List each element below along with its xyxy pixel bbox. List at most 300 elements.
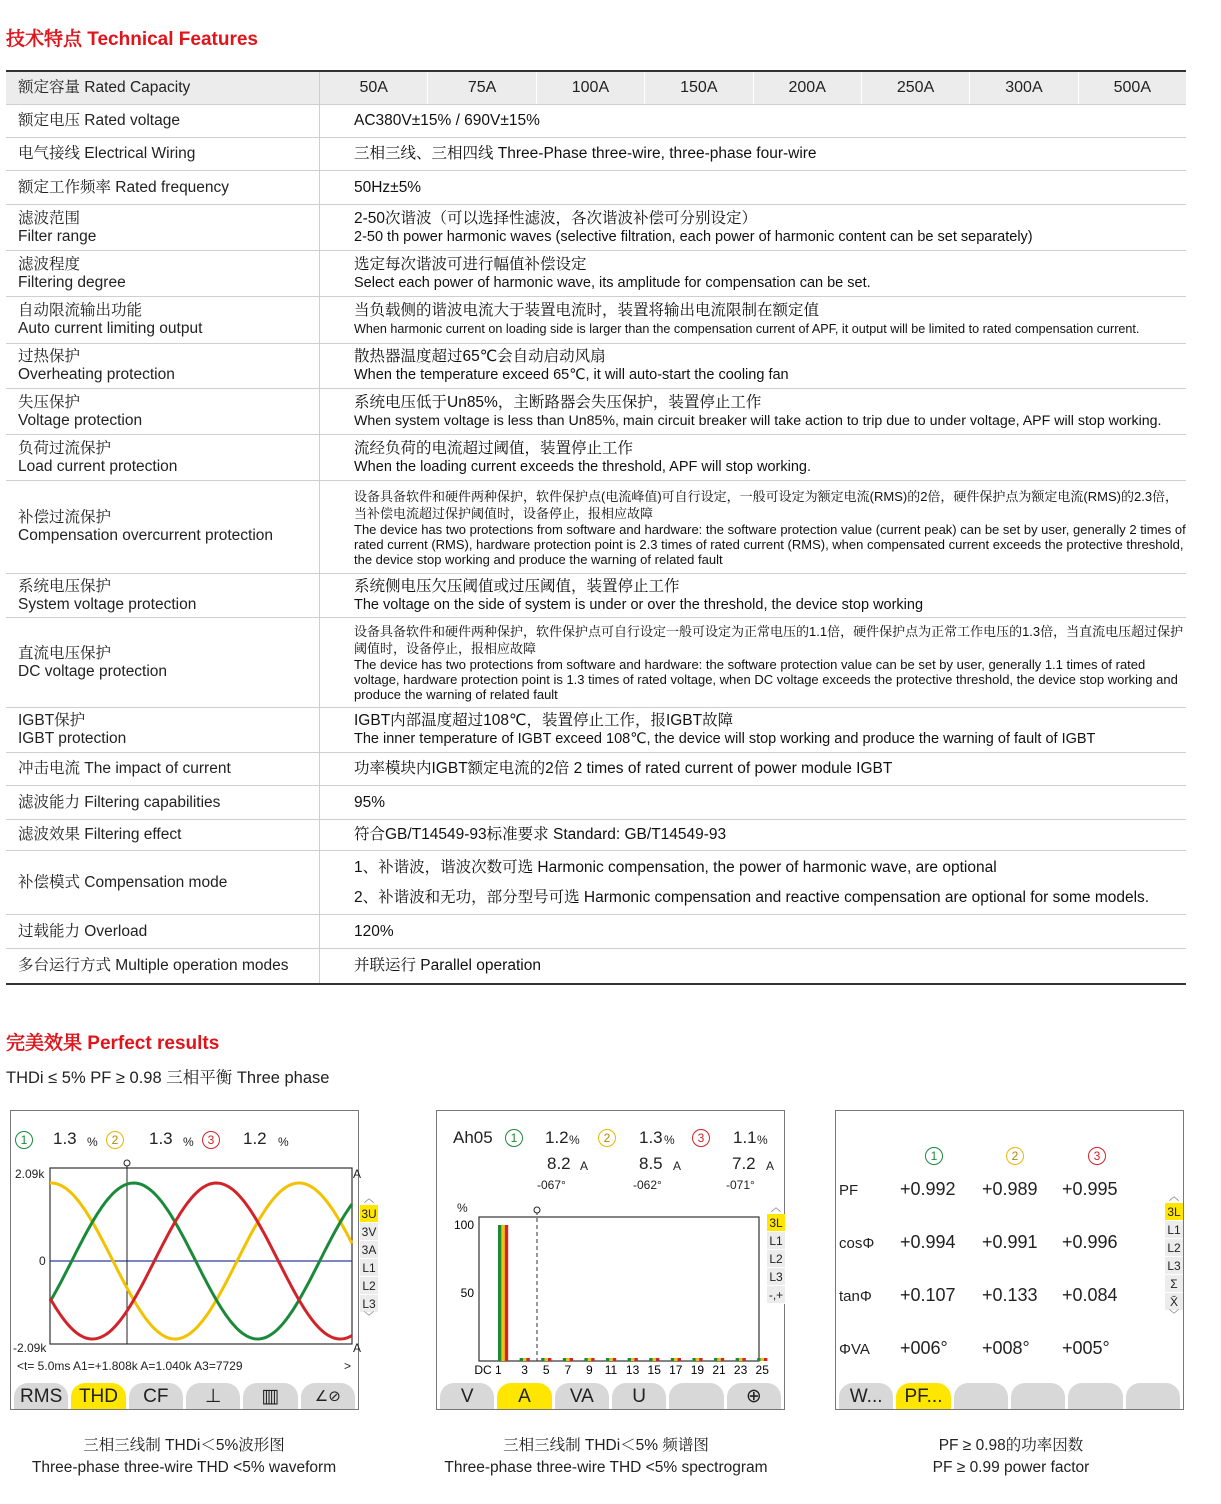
spec-label: [6, 297, 320, 343]
harmonic-bar: [678, 1358, 681, 1361]
spec-label-en: Compensation overcurrent protection: [18, 527, 274, 544]
spec-label: [6, 618, 320, 707]
x-tick-label: 21: [712, 1363, 726, 1377]
tab-phasor-icon[interactable]: ∠⊘: [301, 1383, 355, 1409]
phase-1-angle: -067°: [537, 1178, 566, 1192]
spec-value-line-1: 系统侧电压欠压阈值或过压阈值，装置停止工作: [354, 577, 680, 595]
spec-label: [6, 708, 320, 752]
spec-row: [6, 708, 1186, 753]
y-tick-label: 50: [460, 1286, 474, 1300]
pf-value: +0.989: [982, 1179, 1038, 1199]
spec-value: [320, 389, 1186, 434]
phase-1-icon: 1: [925, 1147, 943, 1165]
spec-value: [320, 205, 1186, 250]
spec-value: [320, 171, 1186, 204]
side-item-mean[interactable]: X̄: [1165, 1293, 1183, 1311]
axis-top-unit: A: [353, 1167, 362, 1181]
spec-label: [6, 786, 320, 819]
pf-value: +0.996: [1062, 1232, 1118, 1252]
harmonic-bar: [757, 1358, 760, 1361]
pf-side-menu: [1165, 1193, 1183, 1321]
waveform-side-menu: [360, 1195, 378, 1323]
spec-value-line-2: Select each power of harmonic wave, its amplitude for compensation can be set.: [354, 274, 871, 291]
capacity-values: [320, 72, 1186, 104]
harmonic-bar: [584, 1358, 587, 1361]
x-tick-label: 19: [690, 1363, 705, 1377]
section-title-technical-features: 技术特点 Technical Features: [6, 29, 258, 50]
spec-row: [6, 251, 1186, 297]
x-tick-label: 5: [542, 1363, 550, 1377]
spec-row: [6, 205, 1186, 251]
harmonic-bar: [588, 1358, 591, 1361]
waveform-tabs: [11, 1383, 358, 1409]
spec-label: [6, 389, 320, 434]
phase-1-amp-unit: A: [580, 1159, 589, 1173]
tab-w[interactable]: W...: [839, 1383, 893, 1409]
phase-3-amps: 7.2: [732, 1154, 756, 1173]
spec-label-en: Filter range: [18, 227, 97, 245]
chevron-up-icon[interactable]: ︿: [771, 1203, 781, 1214]
side-item-l1[interactable]: L1: [1165, 1221, 1183, 1239]
spec-label: [6, 574, 320, 617]
harmonic-bar: [696, 1358, 699, 1361]
axis-bottom-unit: A: [353, 1341, 362, 1355]
spectrum-tabs: [437, 1383, 784, 1409]
side-item-l2[interactable]: L2: [1165, 1239, 1183, 1257]
spec-label-cn: 电气接线 Electrical Wiring: [18, 145, 196, 162]
spec-value: [320, 753, 1186, 785]
spec-label-cn: 滤波程度: [18, 255, 81, 273]
spec-value-line-1: 120%: [354, 922, 394, 940]
phase-2-thd: 1.3: [149, 1129, 173, 1148]
harmonic-bar: [613, 1358, 616, 1361]
phase-1-thd: 1.3: [53, 1129, 77, 1148]
spec-row: [6, 481, 1186, 574]
spec-value-line-1: 选定每次谐波可进行幅值补偿设定: [354, 255, 587, 273]
phase-2-angle: -062°: [633, 1178, 662, 1192]
side-item-l3[interactable]: L3: [1165, 1257, 1183, 1275]
phase-3-icon: 3: [202, 1131, 220, 1149]
spec-row: [6, 820, 1186, 851]
phase-2-amps: 8.5: [639, 1154, 663, 1173]
spec-row: [6, 949, 1186, 983]
pf-row-label: ΦVA: [839, 1341, 870, 1358]
spec-label-cn: 负荷过流保护: [18, 439, 112, 457]
capacity-value: 150A: [645, 72, 753, 104]
spec-value: [320, 708, 1186, 752]
spec-row: [6, 105, 1186, 138]
spec-value-line-2: When the loading current exceeds the threshold, APF will stop working.: [354, 458, 811, 475]
caption-waveform-cn: 三相三线制 THDi＜5%波形图: [83, 1437, 285, 1454]
spec-value-line-1: 符合GB/T14549-93标准要求 Standard: GB/T14549-93: [354, 826, 727, 843]
pf-value: +0.991: [982, 1232, 1038, 1252]
spec-label: [6, 435, 320, 480]
spec-label-cn: 直流电压保护: [18, 644, 112, 662]
x-tick-label: DC 1: [474, 1363, 502, 1377]
tab-empty[interactable]: [669, 1383, 723, 1409]
capacity-value: 50A: [320, 72, 428, 104]
spec-value: [320, 949, 1186, 983]
spectrum-screen: [436, 1110, 785, 1410]
capacity-value: 100A: [537, 72, 645, 104]
spec-row: [6, 389, 1186, 435]
pf-value: +0.133: [982, 1285, 1038, 1305]
harmonic-bar: [628, 1358, 631, 1361]
spec-label-cn: 补偿模式 Compensation mode: [18, 873, 228, 891]
tab-pf[interactable]: PF...: [896, 1383, 950, 1409]
chevron-up-icon[interactable]: ︿: [364, 1194, 374, 1205]
spec-label-en: Auto current limiting output: [18, 320, 203, 337]
pf-value: +008°: [982, 1338, 1030, 1358]
harmonic-bar: [634, 1358, 637, 1361]
y-tick-label: 100: [453, 1218, 474, 1232]
spec-value-line-1: 三相三线、三相四线 Three-Phase three-wire, three-phase four-wire: [354, 145, 817, 162]
spec-label: [6, 915, 320, 948]
spec-value: [320, 574, 1186, 617]
harmonic-bar: [699, 1358, 702, 1361]
spec-value-line-2: When harmonic current on loading side is larger than the compensation current of APF, it output will be limited to rated compensation current.: [354, 322, 1140, 336]
spec-label: [6, 138, 320, 170]
spec-value-line-2: The device has two protections from software and hardware: the software protection value can be set by user, generally 1.1 times of rated voltage, hardware protection point is 1.3 times of rated voltage, when DC voltage exceeds the protective threshold, the device stop working and produce the warning of related fault: [354, 657, 1178, 702]
harmonic-bar: [717, 1358, 720, 1361]
harmonic-bar: [523, 1358, 526, 1361]
spec-label: [6, 205, 320, 250]
spec-label-cn: 冲击电流 The impact of current: [18, 760, 231, 777]
waveform-screen: [10, 1110, 377, 1410]
chevron-down-icon[interactable]: ﹀: [364, 1312, 374, 1323]
harmonic-bar: [563, 1358, 566, 1361]
harmonic-bar: [606, 1358, 609, 1361]
pf-tabs: [836, 1383, 1183, 1409]
spec-row: [6, 618, 1186, 708]
spec-label-cn: 失压保护: [18, 393, 81, 411]
spec-label-cn: 过载能力 Overload: [18, 922, 148, 940]
phase-3-unit: %: [278, 1135, 289, 1149]
phase-3-icon: 3: [692, 1129, 710, 1147]
capacity-value: 200A: [754, 72, 862, 104]
spec-value-line-1: 并联运行 Parallel operation: [354, 957, 541, 974]
spec-value: [320, 481, 1186, 573]
spec-label-en: Overheating protection: [18, 366, 175, 383]
spec-value: [320, 251, 1186, 296]
harmonic-bar: [714, 1358, 717, 1361]
spec-label-en: IGBT protection: [18, 730, 127, 747]
side-item-3v[interactable]: 3V: [361, 1225, 377, 1239]
harmonic-bar: [498, 1225, 501, 1361]
pf-row-label: PF: [839, 1182, 859, 1199]
side-item-3l[interactable]: 3L: [767, 1214, 785, 1232]
next-arrow-icon[interactable]: >: [344, 1359, 352, 1373]
spec-value-line-1: 95%: [354, 793, 386, 811]
side-item-3l[interactable]: 3L: [1165, 1203, 1183, 1221]
harmonic-bar: [764, 1358, 767, 1361]
waveform-plot: [49, 1163, 354, 1349]
spec-value-line-2: 2-50 th power harmonic waves (selective filtration, each power of harmonic content can be set separately): [354, 228, 1033, 245]
harmonic-bar: [692, 1358, 695, 1361]
harmonic-bar: [761, 1358, 764, 1361]
spec-label-en: Filtering degree: [18, 273, 126, 291]
caption-power-factor: [801, 1435, 1221, 1479]
harmonic-bar: [570, 1358, 573, 1361]
phase-1-percent: 1.2: [545, 1128, 569, 1147]
spec-value-line-1: 设备具备软件和硬件两种保护，软件保护点可自行设定一般可设定为正常电压的1.1倍，硬件保护点为正常工作电压的1.3倍，当直流电压超过保护阈值时，设备停止，报相应故障: [354, 624, 1184, 656]
spectrum-chart: [451, 1203, 769, 1377]
harmonic-bar: [653, 1358, 656, 1361]
spec-row: [6, 786, 1186, 820]
tab-empty-1[interactable]: [954, 1383, 1008, 1409]
phase-3-percent-unit: %: [757, 1133, 768, 1147]
harmonic-bar: [501, 1225, 504, 1361]
spectrum-side-menu: [767, 1204, 785, 1304]
harmonic-bar: [671, 1358, 674, 1361]
spec-label: [6, 105, 320, 137]
x-tick-label: 13: [625, 1363, 640, 1377]
caption-spectrum-cn: 三相三线制 THDi＜5% 频谱图: [503, 1437, 709, 1454]
spec-value-line-1: 2-50次谐波（可以选择性滤波，各次谐波补偿可分别设定）: [354, 209, 758, 227]
spec-value-line-1: 系统电压低于Un85%，主断路器会失压保护，装置停止工作: [354, 393, 762, 411]
harmonic-bar: [742, 1358, 745, 1361]
side-item-3u[interactable]: 3U: [361, 1207, 377, 1221]
spec-value: [320, 297, 1186, 343]
x-tick-label: 17: [669, 1363, 683, 1377]
phase-2-percent: 1.3: [639, 1128, 663, 1147]
chevron-up-icon[interactable]: ︿: [1169, 1192, 1179, 1203]
spec-row: [6, 851, 1186, 915]
harmonic-bar: [656, 1358, 659, 1361]
phase-1-unit: %: [87, 1135, 98, 1149]
pf-value: +0.995: [1062, 1179, 1118, 1199]
power-factor-screen: [835, 1110, 1184, 1410]
spec-label-cn: 过热保护: [18, 348, 81, 365]
y-zero-label: 0: [39, 1254, 46, 1268]
spec-label: [6, 251, 320, 296]
phase-1-icon: 1: [505, 1129, 523, 1147]
spec-label-en: DC voltage protection: [18, 662, 168, 680]
phase-2-icon: 2: [1006, 1147, 1024, 1165]
caption-spectrum-en: Three-phase three-wire THD <5% spectrogram: [444, 1459, 768, 1476]
phase-2-icon: 2: [598, 1129, 616, 1147]
spec-label-cn: 额定工作频率 Rated frequency: [18, 178, 230, 196]
phase-2-unit: %: [183, 1135, 194, 1149]
tab-cf[interactable]: CF: [129, 1383, 183, 1409]
tab-cursor-icon[interactable]: ⊥: [186, 1383, 240, 1409]
harmonic-bar: [721, 1358, 724, 1361]
caption-waveform-en: Three-phase three-wire THD <5% waveform: [31, 1459, 337, 1476]
phase-3-thd: 1.2: [243, 1129, 267, 1148]
harmonic-bar: [736, 1358, 739, 1361]
side-item-l1[interactable]: L1: [767, 1232, 785, 1250]
x-tick-label: 9: [586, 1363, 593, 1377]
phase-1-percent-unit: %: [569, 1133, 580, 1147]
section-title-perfect-results: 完美效果 Perfect results: [6, 1033, 220, 1054]
harmonic-bar: [609, 1358, 612, 1361]
capacity-value: 75A: [428, 72, 536, 104]
spec-value-line-1: 当负载侧的谐波电流大于装置电流时，装置将输出电流限制在额定值: [354, 302, 820, 319]
spec-label-cn: 滤波范围: [18, 209, 81, 227]
harmonic-bar: [526, 1358, 529, 1361]
spec-label: [6, 949, 320, 983]
harmonic-bar: [631, 1358, 634, 1361]
spec-label: [6, 344, 320, 388]
x-tick-label: 23: [733, 1363, 748, 1377]
spec-label-en: System voltage protection: [18, 595, 197, 613]
spec-label-cn: 多台运行方式 Multiple operation modes: [18, 957, 289, 974]
spec-value-line-1: 散热器温度超过65℃会自动启动风扇: [354, 348, 606, 365]
spec-value-line-1: 50Hz±5%: [354, 178, 422, 196]
tab-empty-2[interactable]: [1011, 1383, 1065, 1409]
spec-value-line-1: 功率模块内IGBT额定电流的2倍 2 times of rated current of power module IGBT: [354, 760, 893, 777]
y-min-label: -2.09k: [13, 1341, 47, 1355]
side-item-polarity[interactable]: -,+: [768, 1288, 784, 1302]
spec-value-line-2: When the temperature exceed 65℃, it will auto-start the cooling fan: [354, 367, 789, 383]
spec-row: [6, 171, 1186, 205]
spec-label: [6, 481, 320, 573]
harmonic-bar: [591, 1358, 594, 1361]
pf-value: +0.992: [900, 1179, 956, 1199]
x-tick-label: 7: [564, 1363, 572, 1377]
chevron-down-icon[interactable]: ﹀: [1169, 1310, 1179, 1321]
spec-row: [6, 753, 1186, 786]
spec-value: [320, 851, 1186, 914]
spec-value: [320, 105, 1186, 137]
spec-label-en: Load current protection: [18, 457, 178, 475]
cursor-readout: <t= 5.0ms A1=+1.808k A=1.040k A3=7729: [17, 1359, 243, 1373]
spec-label-cn: 滤波能力 Filtering capabilities: [18, 793, 221, 811]
x-tick-label: 11: [604, 1363, 618, 1377]
spec-value-line-1: AC380V±15% / 690V±15%: [354, 112, 540, 129]
spec-row: [6, 297, 1186, 344]
harmonic-order: Ah05: [453, 1128, 493, 1147]
spec-label: [6, 753, 320, 785]
spec-value-line-2: The device has two protections from software and hardware: the software protection value (current peak) can be set by user, generally 2 times of rated current (RMS), hardware protection point is 2.3 times of rated current (RMS), when compensated current exceeds the protective threshold, the device stop working and produce the warning of related fault: [354, 521, 1186, 567]
side-item-l3[interactable]: L3: [360, 1295, 378, 1313]
pf-row-label: cosΦ: [839, 1235, 875, 1252]
spec-label: [6, 820, 320, 850]
phase-2-icon: 2: [106, 1131, 124, 1149]
side-item-3a[interactable]: 3A: [361, 1243, 377, 1257]
spec-value: [320, 138, 1186, 170]
capacity-value: 300A: [970, 72, 1078, 104]
spec-label-cn: IGBT保护: [18, 712, 86, 729]
spec-label-en: Voltage protection: [18, 411, 143, 429]
tab-rms[interactable]: RMS: [14, 1383, 68, 1409]
phase-1-amps: 8.2: [547, 1154, 571, 1173]
pf-row-label: tanΦ: [839, 1288, 872, 1305]
phase-1-icon: 1: [15, 1131, 33, 1149]
spec-value-line-1: 流经负荷的电流超过阈值，装置停止工作: [354, 439, 634, 457]
pf-value: +0.994: [900, 1232, 956, 1252]
harmonic-bar: [505, 1225, 508, 1361]
tab-zoom-icon[interactable]: ⊕: [727, 1383, 781, 1409]
phase-3-icon: 3: [1088, 1147, 1106, 1165]
caption-pf-en: PF ≥ 0.99 power factor: [932, 1459, 1090, 1476]
spec-label: [6, 851, 320, 914]
phase-3-percent: 1.1: [733, 1128, 757, 1147]
pf-value: +005°: [1062, 1338, 1110, 1358]
spec-label-cn: 滤波效果 Filtering effect: [18, 826, 182, 843]
spec-value-line-1: IGBT内部温度超过108℃，装置停止工作，报IGBT故障: [354, 712, 734, 729]
spec-table: [6, 70, 1186, 985]
capacity-label: 额定容量 Rated Capacity: [6, 72, 320, 104]
capacity-value: 500A: [1113, 79, 1151, 96]
pf-value: +0.107: [900, 1285, 956, 1305]
harmonic-bar: [566, 1358, 569, 1361]
caption-spectrum: [396, 1435, 816, 1479]
spec-value-line-2: The voltage on the side of system is under or over the threshold, the device stop working: [354, 596, 924, 613]
results-headline: THDi ≤ 5% PF ≥ 0.98 三相平衡 Three phase: [6, 1069, 330, 1087]
y-unit: %: [457, 1201, 468, 1215]
phase-3-amp-unit: A: [766, 1159, 775, 1173]
spec-value-line-2: When system voltage is less than Un85%, main circuit breaker will take action to trip due to under voltage, APF will stop working.: [354, 412, 1162, 429]
spec-label-cn: 自动限流输出功能: [18, 302, 143, 319]
capacity-row: [6, 72, 1186, 105]
phase-2-amp-unit: A: [673, 1159, 682, 1173]
spec-value-line-2: 2、补谐波和无功，部分型号可选 Harmonic compensation and reactive compensation are optional for some models.: [354, 888, 1150, 906]
harmonic-bar: [545, 1358, 548, 1361]
tab-a[interactable]: A: [497, 1383, 551, 1409]
spec-value-line-1: 1、补谐波，谐波次数可选 Harmonic compensation, the power of harmonic wave, are optional: [354, 858, 997, 876]
spec-value: [320, 344, 1186, 388]
caption-waveform: [0, 1435, 394, 1479]
x-tick-label: 25: [755, 1363, 769, 1377]
x-tick-label: 15: [647, 1363, 661, 1377]
side-item-l2[interactable]: L2: [767, 1250, 785, 1268]
spec-label: [6, 171, 320, 204]
spec-value-line-2: The inner temperature of IGBT exceed 108℃, the device will stop working and produce the warning of fault of IGBT: [354, 731, 1096, 747]
side-item-l3[interactable]: L3: [767, 1268, 785, 1286]
tab-empty-3[interactable]: [1068, 1383, 1122, 1409]
side-item-l2[interactable]: L2: [360, 1277, 378, 1295]
spec-value-line-1: 设备具备软件和硬件两种保护，软件保护点(电流峰值)可自行设定，一般可设定为额定电流(RMS)的2倍，硬件保护点为额定电流(RMS)的2.3倍，当补偿电流超过保护阈值时，设备停止，报相应故障: [354, 488, 1179, 521]
spec-row: [6, 435, 1186, 481]
pf-value: +0.084: [1062, 1285, 1118, 1305]
tab-empty-4[interactable]: [1126, 1383, 1180, 1409]
tab-v[interactable]: V: [440, 1383, 494, 1409]
harmonic-bar: [674, 1358, 677, 1361]
spec-row: [6, 138, 1186, 171]
spec-label-cn: 系统电压保护: [18, 577, 112, 595]
spec-row: [6, 344, 1186, 389]
tab-va[interactable]: VA: [555, 1383, 609, 1409]
phase-2-percent-unit: %: [664, 1133, 675, 1147]
capacity-value: 250A: [862, 72, 970, 104]
harmonic-bar: [548, 1358, 551, 1361]
pf-value: +006°: [900, 1338, 948, 1358]
spec-value: [320, 915, 1186, 948]
spec-value: [320, 618, 1186, 707]
harmonic-bar: [649, 1358, 652, 1361]
side-item-sum[interactable]: Σ: [1165, 1275, 1183, 1293]
tab-thd[interactable]: THD: [71, 1383, 125, 1409]
phase-3-angle: -071°: [726, 1178, 755, 1192]
tab-u[interactable]: U: [612, 1383, 666, 1409]
spec-value: [320, 435, 1186, 480]
caption-pf-cn: PF ≥ 0.98的功率因数: [938, 1437, 1084, 1454]
spec-label-cn: 额定电压 Rated voltage: [18, 112, 180, 129]
harmonic-bar: [541, 1358, 544, 1361]
spec-row: [6, 574, 1186, 618]
y-max-label: 2.09k: [15, 1167, 45, 1181]
spec-value: [320, 786, 1186, 819]
side-item-l1[interactable]: L1: [360, 1259, 378, 1277]
spec-label-cn: 补偿过流保护: [18, 509, 112, 526]
tab-grid-icon[interactable]: ▥: [243, 1383, 297, 1409]
spec-row: [6, 915, 1186, 949]
spec-value: [320, 820, 1186, 850]
harmonic-bar: [520, 1358, 523, 1361]
harmonic-bar: [739, 1358, 742, 1361]
x-tick-label: 3: [521, 1363, 528, 1377]
